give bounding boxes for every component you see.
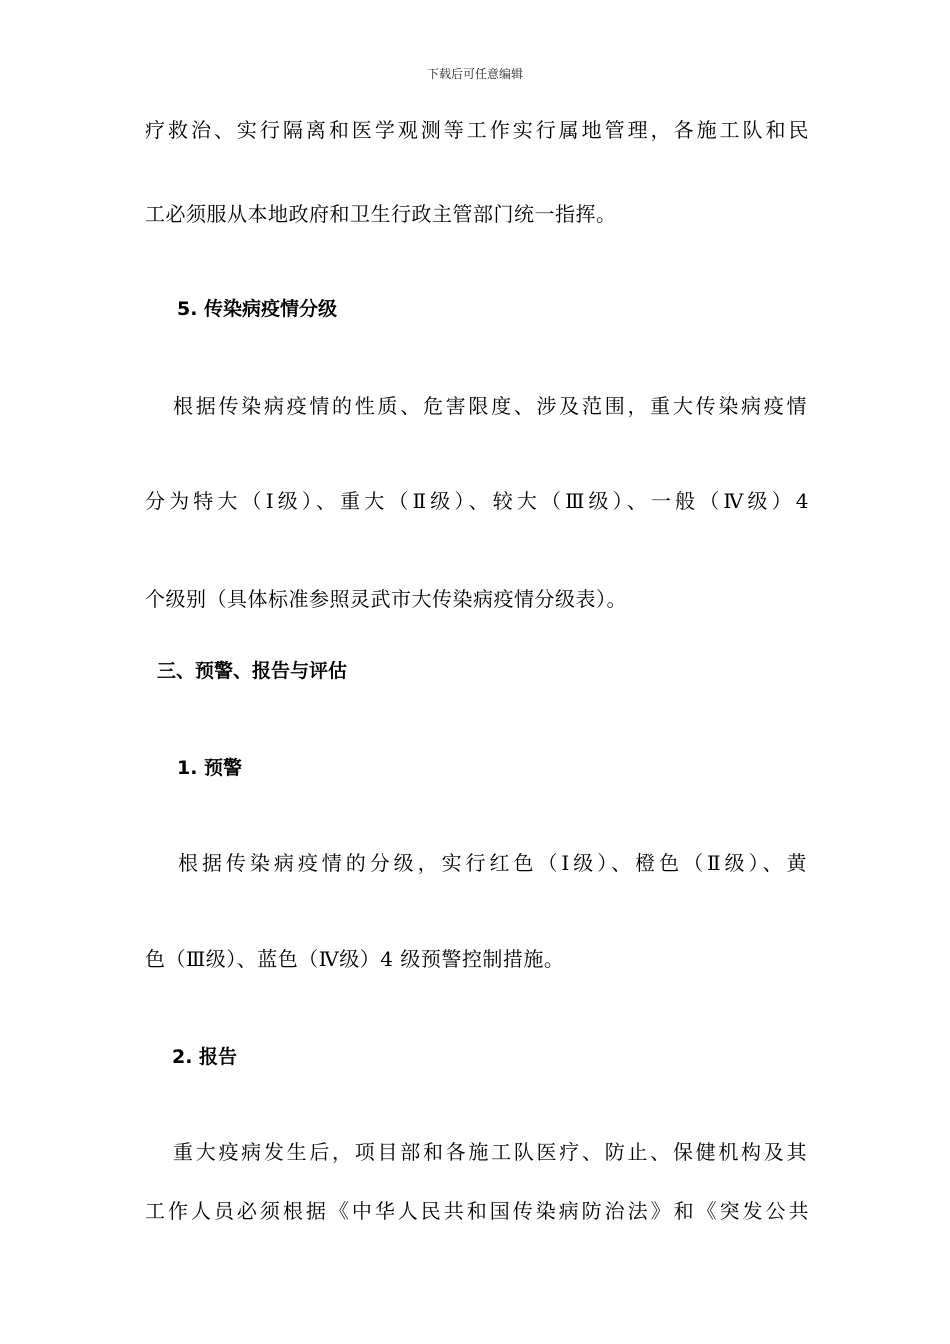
paragraph-line: 分为特大（Ⅰ级）、重大（Ⅱ级）、较大（Ⅲ级）、一般（Ⅳ级）4 (145, 489, 809, 513)
paragraph-line: 根据传染病疫情的性质、危害限度、涉及范围，重大传染病疫情 (173, 394, 807, 418)
paragraph-line: 根据传染病疫情的分级，实行红色（Ⅰ级）、橙色（Ⅱ级）、黄 (178, 851, 807, 875)
paragraph-line: 工作人员必须根据《中华人民共和国传染病防治法》和《突发公共 (145, 1199, 809, 1223)
paragraph-line: 疗救治、实行隔离和医学观测等工作实行属地管理，各施工队和民 (145, 118, 809, 142)
page-header: 下载后可任意编辑 (426, 67, 523, 81)
section-heading-1: 1. 预警 (177, 757, 243, 779)
paragraph-line: 工必须服从本地政府和卫生行政主管部门统一指挥。 (145, 202, 617, 226)
section-heading-5: 5. 传染病疫情分级 (177, 298, 338, 320)
paragraph-line: 重大疫病发生后，项目部和各施工队医疗、防止、保健机构及其 (173, 1140, 807, 1164)
chapter-heading: 三、预警、报告与评估 (157, 660, 348, 682)
section-heading-2: 2. 报告 (172, 1046, 238, 1068)
paragraph-line: 色（Ⅲ级）、蓝色（Ⅳ级）4 级预警控制措施。 (145, 947, 565, 971)
paragraph-line: 个级别（具体标准参照灵武市大传染病疫情分级表）。 (145, 587, 627, 611)
